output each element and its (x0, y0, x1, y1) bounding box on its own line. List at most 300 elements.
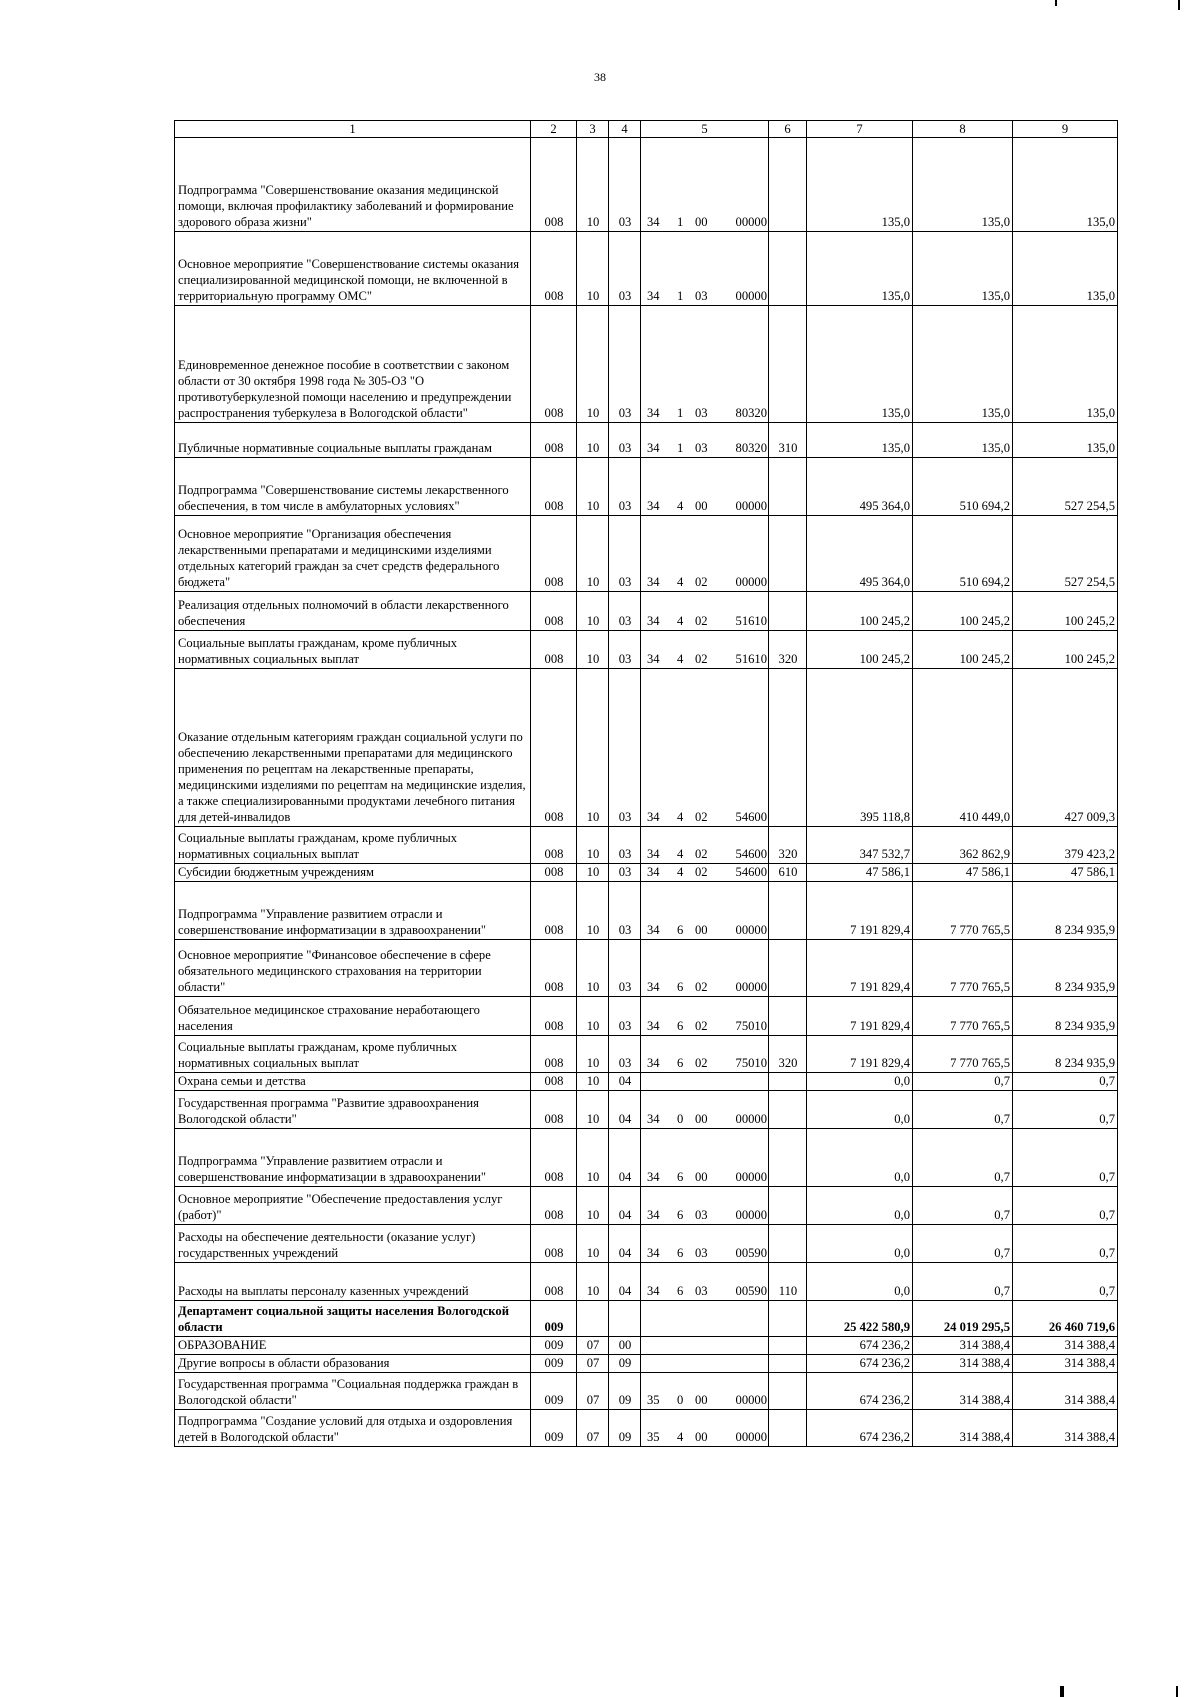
amount-year-3: 0,7 (1013, 1187, 1118, 1225)
target-article-part: 4 (677, 499, 684, 513)
row-name: Расходы на обеспечение деятельности (оказание услуг) государственных учреждений (175, 1225, 531, 1263)
section-code: 07 (577, 1355, 609, 1373)
expense-type-code: 320 (769, 1036, 807, 1073)
target-article-part: 00000 (735, 499, 767, 513)
target-article-code (641, 1337, 769, 1355)
table-row (175, 997, 1118, 1036)
ministry-code: 008 (531, 306, 577, 423)
table-row (175, 1373, 1118, 1410)
row-name: Публичные нормативные социальные выплаты гражданам (175, 423, 531, 458)
table-row (175, 1301, 1118, 1337)
expense-type-code (769, 1301, 807, 1337)
amount-year-3: 314 388,4 (1013, 1337, 1118, 1355)
target-article-code (641, 138, 769, 232)
amount-year-1: 135,0 (807, 138, 913, 232)
amount-year-3: 527 254,5 (1013, 458, 1118, 516)
ministry-code: 008 (531, 1263, 577, 1301)
amount-year-1: 47 586,1 (807, 864, 913, 882)
amount-year-1: 7 191 829,4 (807, 882, 913, 940)
target-article-code (641, 1091, 769, 1129)
amount-year-3: 8 234 935,9 (1013, 882, 1118, 940)
subsection-code: 03 (609, 423, 641, 458)
page-number: 38 (594, 70, 606, 84)
amount-year-2: 24 019 295,5 (913, 1301, 1013, 1337)
row-name: Субсидии бюджетным учреждениям (175, 864, 531, 882)
target-article-part: 1 (677, 406, 684, 420)
amount-year-3: 47 586,1 (1013, 864, 1118, 882)
expense-type-code (769, 997, 807, 1036)
target-article-part: 0 (677, 1112, 684, 1126)
target-article-part: 51610 (735, 652, 767, 666)
target-article-part: 00000 (735, 215, 767, 229)
section-code: 10 (577, 1187, 609, 1225)
subsection-code: 03 (609, 516, 641, 592)
expense-type-code: 310 (769, 423, 807, 458)
ministry-code: 009 (531, 1355, 577, 1373)
section-code: 10 (577, 458, 609, 516)
target-article-part: 80320 (735, 406, 767, 420)
row-name: Государственная программа "Развитие здравоохранения Вологодской области" (175, 1091, 531, 1129)
amount-year-1: 674 236,2 (807, 1373, 913, 1410)
amount-year-1: 7 191 829,4 (807, 1036, 913, 1073)
section-code: 10 (577, 516, 609, 592)
target-article-code (641, 1225, 769, 1263)
target-article-code (641, 423, 769, 458)
amount-year-2: 314 388,4 (913, 1373, 1013, 1410)
subsection-code: 09 (609, 1373, 641, 1410)
target-article-part: 02 (695, 575, 708, 589)
target-article-part: 03 (695, 406, 708, 420)
amount-year-1: 7 191 829,4 (807, 997, 913, 1036)
expense-type-code (769, 592, 807, 631)
expense-type-code (769, 940, 807, 997)
target-article-part: 1 (677, 441, 684, 455)
target-article-part: 34 (647, 810, 660, 824)
expense-type-code (769, 1355, 807, 1373)
expense-type-code (769, 1373, 807, 1410)
expense-type-code: 320 (769, 631, 807, 669)
budget-table (174, 120, 1118, 1447)
target-article-part: 4 (677, 865, 684, 879)
table-row (175, 631, 1118, 669)
row-name: Подпрограмма "Управление развитием отрасли и совершенствование информатизации в здравоохранении" (175, 1129, 531, 1187)
target-article-code (641, 1355, 769, 1373)
row-name: Подпрограмма "Совершенствование оказания медицинской помощи, включая профилактику заболеваний и формирование здорового образа жизни" (175, 138, 531, 232)
expense-type-code (769, 1073, 807, 1091)
amount-year-2: 7 770 765,5 (913, 940, 1013, 997)
amount-year-3: 135,0 (1013, 232, 1118, 306)
target-article-part: 34 (647, 441, 660, 455)
amount-year-3: 314 388,4 (1013, 1373, 1118, 1410)
amount-year-1: 135,0 (807, 232, 913, 306)
expense-type-code (769, 138, 807, 232)
header-cell: 4 (609, 121, 641, 138)
ministry-code: 008 (531, 1091, 577, 1129)
section-code: 10 (577, 232, 609, 306)
amount-year-2: 410 449,0 (913, 669, 1013, 827)
target-article-code (641, 306, 769, 423)
scan-mark-bottom (1060, 1686, 1064, 1697)
target-article-code (641, 631, 769, 669)
ministry-code: 008 (531, 1225, 577, 1263)
ministry-code: 008 (531, 940, 577, 997)
target-article-part: 4 (677, 810, 684, 824)
target-article-code (641, 882, 769, 940)
ministry-code: 008 (531, 516, 577, 592)
target-article-code (641, 827, 769, 864)
target-article-part: 6 (677, 980, 684, 994)
amount-year-1: 100 245,2 (807, 592, 913, 631)
target-article-part: 02 (695, 652, 708, 666)
row-name: Социальные выплаты гражданам, кроме публичных нормативных социальных выплат (175, 631, 531, 669)
target-article-part: 03 (695, 1246, 708, 1260)
target-article-part: 54600 (735, 810, 767, 824)
ministry-code: 008 (531, 631, 577, 669)
table-row (175, 458, 1118, 516)
expense-type-code (769, 1187, 807, 1225)
amount-year-1: 25 422 580,9 (807, 1301, 913, 1337)
ministry-code: 009 (531, 1373, 577, 1410)
target-article-part: 34 (647, 1056, 660, 1070)
target-article-part: 51610 (735, 614, 767, 628)
target-article-code (641, 1301, 769, 1337)
table-row (175, 1036, 1118, 1073)
subsection-code: 03 (609, 669, 641, 827)
target-article-part: 03 (695, 441, 708, 455)
target-article-part: 03 (695, 1284, 708, 1298)
ministry-code: 008 (531, 423, 577, 458)
target-article-part: 03 (695, 1208, 708, 1222)
ministry-code: 009 (531, 1410, 577, 1447)
section-code: 07 (577, 1410, 609, 1447)
amount-year-1: 495 364,0 (807, 516, 913, 592)
target-article-part: 00000 (735, 1430, 767, 1444)
amount-year-2: 135,0 (913, 306, 1013, 423)
section-code: 10 (577, 592, 609, 631)
amount-year-1: 0,0 (807, 1225, 913, 1263)
amount-year-1: 395 118,8 (807, 669, 913, 827)
section-code: 10 (577, 1091, 609, 1129)
target-article-part: 6 (677, 1208, 684, 1222)
table-row (175, 1337, 1118, 1355)
row-name: Подпрограмма "Управление развитием отрасли и совершенствование информатизации в здравоохранении" (175, 882, 531, 940)
scan-mark-top-right (1178, 0, 1180, 10)
expense-type-code (769, 1225, 807, 1263)
row-name: ОБРАЗОВАНИЕ (175, 1337, 531, 1355)
row-name: Социальные выплаты гражданам, кроме публичных нормативных социальных выплат (175, 1036, 531, 1073)
target-article-part: 34 (647, 614, 660, 628)
target-article-part: 34 (647, 923, 660, 937)
subsection-code: 03 (609, 940, 641, 997)
target-article-part: 00 (695, 1430, 708, 1444)
target-article-part: 02 (695, 847, 708, 861)
target-article-part: 80320 (735, 441, 767, 455)
section-code: 10 (577, 631, 609, 669)
amount-year-2: 510 694,2 (913, 516, 1013, 592)
target-article-part: 34 (647, 847, 660, 861)
subsection-code: 09 (609, 1410, 641, 1447)
ministry-code: 008 (531, 882, 577, 940)
amount-year-2: 0,7 (913, 1225, 1013, 1263)
target-article-part: 75010 (735, 1056, 767, 1070)
target-article-part: 00000 (735, 1208, 767, 1222)
ministry-code: 008 (531, 864, 577, 882)
amount-year-2: 100 245,2 (913, 631, 1013, 669)
ministry-code: 008 (531, 1073, 577, 1091)
amount-year-2: 362 862,9 (913, 827, 1013, 864)
target-article-part: 35 (647, 1393, 660, 1407)
table-row (175, 1355, 1118, 1373)
target-article-part: 00000 (735, 923, 767, 937)
target-article-part: 0 (677, 1393, 684, 1407)
header-cell: 8 (913, 121, 1013, 138)
amount-year-3: 0,7 (1013, 1225, 1118, 1263)
amount-year-2: 100 245,2 (913, 592, 1013, 631)
section-code: 10 (577, 423, 609, 458)
target-article-part: 00000 (735, 1393, 767, 1407)
amount-year-3: 135,0 (1013, 138, 1118, 232)
target-article-part: 34 (647, 865, 660, 879)
header-cell: 7 (807, 121, 913, 138)
target-article-part: 34 (647, 499, 660, 513)
target-article-code (641, 592, 769, 631)
amount-year-1: 674 236,2 (807, 1410, 913, 1447)
target-article-part: 34 (647, 1246, 660, 1260)
expense-type-code (769, 669, 807, 827)
section-code (577, 1301, 609, 1337)
subsection-code: 03 (609, 827, 641, 864)
target-article-part: 6 (677, 1246, 684, 1260)
target-article-part: 00000 (735, 1112, 767, 1126)
amount-year-2: 0,7 (913, 1263, 1013, 1301)
table-row (175, 882, 1118, 940)
table-row (175, 1091, 1118, 1129)
subsection-code: 03 (609, 997, 641, 1036)
target-article-part: 1 (677, 289, 684, 303)
table-row (175, 940, 1118, 997)
expense-type-code (769, 1337, 807, 1355)
subsection-code (609, 1301, 641, 1337)
target-article-part: 00000 (735, 575, 767, 589)
header-row (175, 121, 1118, 138)
amount-year-3: 135,0 (1013, 423, 1118, 458)
ministry-code: 008 (531, 232, 577, 306)
section-code: 07 (577, 1373, 609, 1410)
target-article-part: 4 (677, 1430, 684, 1444)
table-row (175, 1225, 1118, 1263)
amount-year-1: 135,0 (807, 306, 913, 423)
row-name: Государственная программа "Социальная поддержка граждан в Вологодской области" (175, 1373, 531, 1410)
subsection-code: 03 (609, 232, 641, 306)
amount-year-1: 495 364,0 (807, 458, 913, 516)
target-article-part: 00590 (735, 1246, 767, 1260)
target-article-code (641, 1129, 769, 1187)
row-name: Основное мероприятие "Финансовое обеспечение в сфере обязательного медицинского страхования на территории области" (175, 940, 531, 997)
subsection-code: 03 (609, 631, 641, 669)
subsection-code: 09 (609, 1355, 641, 1373)
target-article-part: 4 (677, 652, 684, 666)
amount-year-3: 26 460 719,6 (1013, 1301, 1118, 1337)
amount-year-3: 100 245,2 (1013, 592, 1118, 631)
amount-year-3: 0,7 (1013, 1091, 1118, 1129)
scan-mark-top (1055, 0, 1057, 6)
table-row (175, 1187, 1118, 1225)
amount-year-3: 527 254,5 (1013, 516, 1118, 592)
ministry-code: 008 (531, 1129, 577, 1187)
target-article-part: 34 (647, 1208, 660, 1222)
amount-year-3: 0,7 (1013, 1073, 1118, 1091)
header-cell: 2 (531, 121, 577, 138)
table-row (175, 138, 1118, 232)
subsection-code: 03 (609, 306, 641, 423)
section-code: 10 (577, 864, 609, 882)
section-code: 10 (577, 1263, 609, 1301)
section-code: 10 (577, 940, 609, 997)
target-article-part: 02 (695, 865, 708, 879)
target-article-part: 6 (677, 1019, 684, 1033)
subsection-code: 03 (609, 864, 641, 882)
amount-year-1: 7 191 829,4 (807, 940, 913, 997)
target-article-part: 00000 (735, 980, 767, 994)
target-article-part: 6 (677, 923, 684, 937)
target-article-code (641, 516, 769, 592)
target-article-code (641, 1263, 769, 1301)
amount-year-3: 379 423,2 (1013, 827, 1118, 864)
row-name: Оказание отдельным категориям граждан социальной услуги по обеспечению лекарственными препаратами для медицинского применения по рецептам на лекарственные препараты, медицинскими изделиями по рецептам на медицинские изделия, а также специализированными продуктами лечебного питания для детей-инвалидов (175, 669, 531, 827)
target-article-part: 1 (677, 215, 684, 229)
target-article-part: 02 (695, 980, 708, 994)
amount-year-3: 100 245,2 (1013, 631, 1118, 669)
amount-year-2: 510 694,2 (913, 458, 1013, 516)
subsection-code: 03 (609, 1036, 641, 1073)
amount-year-3: 8 234 935,9 (1013, 940, 1118, 997)
ministry-code: 008 (531, 1036, 577, 1073)
header-cell: 5 (641, 121, 769, 138)
target-article-part: 75010 (735, 1019, 767, 1033)
target-article-part: 4 (677, 847, 684, 861)
amount-year-2: 7 770 765,5 (913, 882, 1013, 940)
subsection-code: 03 (609, 592, 641, 631)
table-row (175, 1073, 1118, 1091)
target-article-code (641, 864, 769, 882)
amount-year-2: 314 388,4 (913, 1410, 1013, 1447)
target-article-code (641, 232, 769, 306)
amount-year-1: 135,0 (807, 423, 913, 458)
target-article-code (641, 458, 769, 516)
amount-year-2: 314 388,4 (913, 1337, 1013, 1355)
amount-year-1: 0,0 (807, 1187, 913, 1225)
expense-type-code (769, 1129, 807, 1187)
subsection-code: 04 (609, 1263, 641, 1301)
row-name: Основное мероприятие "Обеспечение предоставления услуг (работ)" (175, 1187, 531, 1225)
amount-year-1: 0,0 (807, 1129, 913, 1187)
section-code: 10 (577, 882, 609, 940)
target-article-part: 00 (695, 1393, 708, 1407)
target-article-code (641, 940, 769, 997)
amount-year-2: 47 586,1 (913, 864, 1013, 882)
amount-year-3: 314 388,4 (1013, 1410, 1118, 1447)
header-cell: 1 (175, 121, 531, 138)
target-article-part: 00000 (735, 289, 767, 303)
target-article-part: 34 (647, 215, 660, 229)
section-code: 10 (577, 306, 609, 423)
ministry-code: 008 (531, 669, 577, 827)
table-row (175, 1263, 1118, 1301)
target-article-part: 34 (647, 406, 660, 420)
target-article-part: 02 (695, 810, 708, 824)
expense-type-code (769, 882, 807, 940)
subsection-code: 04 (609, 1073, 641, 1091)
target-article-part: 34 (647, 652, 660, 666)
amount-year-3: 427 009,3 (1013, 669, 1118, 827)
ministry-code: 008 (531, 592, 577, 631)
row-name: Социальные выплаты гражданам, кроме публичных нормативных социальных выплат (175, 827, 531, 864)
target-article-part: 00 (695, 923, 708, 937)
target-article-part: 34 (647, 1170, 660, 1184)
expense-type-code (769, 306, 807, 423)
amount-year-2: 7 770 765,5 (913, 997, 1013, 1036)
target-article-part: 6 (677, 1284, 684, 1298)
target-article-part: 00 (695, 1112, 708, 1126)
target-article-part: 4 (677, 575, 684, 589)
target-article-part: 34 (647, 289, 660, 303)
target-article-part: 00590 (735, 1284, 767, 1298)
target-article-part: 34 (647, 575, 660, 589)
row-name: Охрана семьи и детства (175, 1073, 531, 1091)
target-article-part: 35 (647, 1430, 660, 1444)
expense-type-code (769, 232, 807, 306)
target-article-part: 00 (695, 499, 708, 513)
target-article-part: 34 (647, 1019, 660, 1033)
subsection-code: 04 (609, 1091, 641, 1129)
subsection-code: 04 (609, 1187, 641, 1225)
amount-year-3: 0,7 (1013, 1129, 1118, 1187)
amount-year-3: 8 234 935,9 (1013, 997, 1118, 1036)
target-article-part: 34 (647, 980, 660, 994)
target-article-part: 6 (677, 1056, 684, 1070)
target-article-code (641, 1410, 769, 1447)
section-code: 10 (577, 1036, 609, 1073)
expense-type-code (769, 458, 807, 516)
expense-type-code (769, 1091, 807, 1129)
target-article-part: 00000 (735, 1170, 767, 1184)
section-code: 10 (577, 997, 609, 1036)
section-code: 10 (577, 138, 609, 232)
row-name: Основное мероприятие "Совершенствование системы оказания специализированной медицинской помощи, не включенной в территориальную программу ОМС" (175, 232, 531, 306)
expense-type-code: 320 (769, 827, 807, 864)
amount-year-2: 0,7 (913, 1187, 1013, 1225)
expense-type-code: 110 (769, 1263, 807, 1301)
section-code: 10 (577, 1073, 609, 1091)
table-row (175, 669, 1118, 827)
row-name: Департамент социальной защиты населения Вологодской области (175, 1301, 531, 1337)
amount-year-2: 314 388,4 (913, 1355, 1013, 1373)
header-cell: 6 (769, 121, 807, 138)
table-row (175, 423, 1118, 458)
amount-year-2: 0,7 (913, 1073, 1013, 1091)
target-article-part: 02 (695, 614, 708, 628)
header-cell: 9 (1013, 121, 1118, 138)
table-row (175, 827, 1118, 864)
target-article-part: 00 (695, 1170, 708, 1184)
amount-year-2: 7 770 765,5 (913, 1036, 1013, 1073)
amount-year-2: 135,0 (913, 232, 1013, 306)
amount-year-2: 0,7 (913, 1091, 1013, 1129)
amount-year-2: 0,7 (913, 1129, 1013, 1187)
table-row (175, 592, 1118, 631)
target-article-code (641, 1073, 769, 1091)
target-article-code (641, 1373, 769, 1410)
